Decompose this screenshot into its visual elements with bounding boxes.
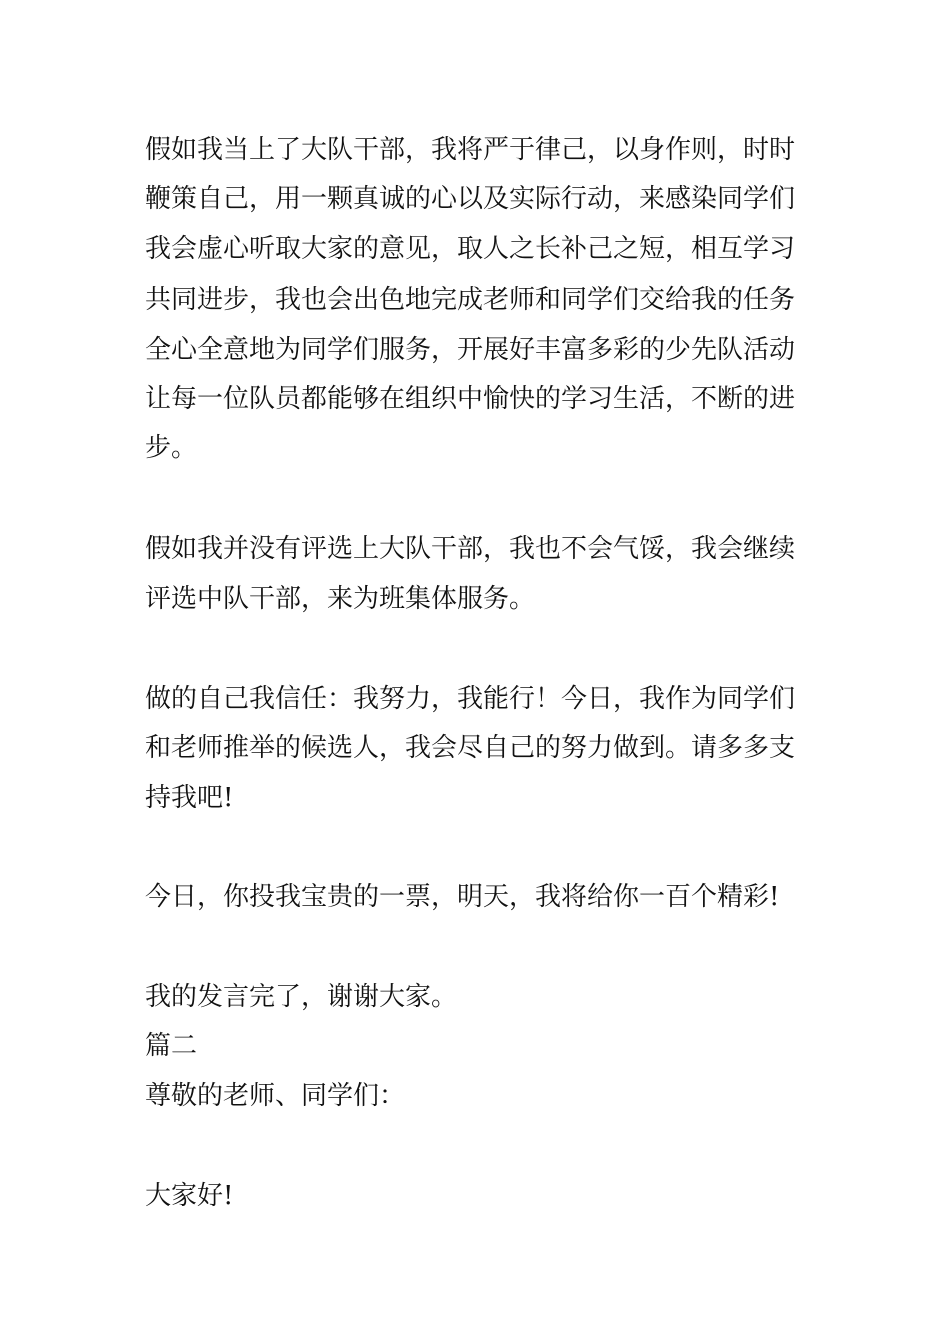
closing-line: 我的发言完了，谢谢大家。 — [145, 982, 458, 1012]
paragraph-1-line-7: 步。 — [145, 433, 198, 463]
paragraph-1-line-4: 共同进步，我也会出色地完成老师和同学们交给我的任务 — [145, 285, 796, 315]
paragraph-1-line-1: 假如我当上了大队干部，我将严于律己，以身作则，时时 — [145, 135, 796, 165]
salutation: 尊敬的老师、同学们： — [145, 1081, 406, 1111]
paragraph-1-line-2: 鞭策自己，用一颗真诚的心以及实际行动，来感染同学们 — [145, 184, 796, 214]
greeting: 大家好! — [145, 1181, 234, 1211]
paragraph-1-line-5: 全心全意地为同学们服务，开展好丰富多彩的少先队活动 — [145, 335, 796, 365]
paragraph-2-line-2: 评选中队干部，来为班集体服务。 — [145, 584, 536, 614]
paragraph-3-line-1: 做的自己我信任：我努力，我能行！今日，我作为同学们 — [145, 684, 796, 714]
paragraph-2-line-1: 假如我并没有评选上大队干部，我也不会气馁，我会继续 — [145, 534, 796, 564]
section-heading: 篇二 — [145, 1031, 198, 1061]
paragraph-3-line-2: 和老师推举的候选人，我会尽自己的努力做到。请多多支 — [145, 733, 796, 763]
paragraph-1-line-3: 我会虚心听取大家的意见，取人之长补己之短，相互学习 — [145, 234, 796, 264]
paragraph-3-line-3: 持我吧! — [145, 783, 234, 813]
paragraph-1-line-6: 让每一位队员都能够在组织中愉快的学习生活，不断的进 — [145, 384, 796, 414]
paragraph-4-line-1: 今日，你投我宝贵的一票，明天，我将给你一百个精彩! — [145, 882, 780, 912]
